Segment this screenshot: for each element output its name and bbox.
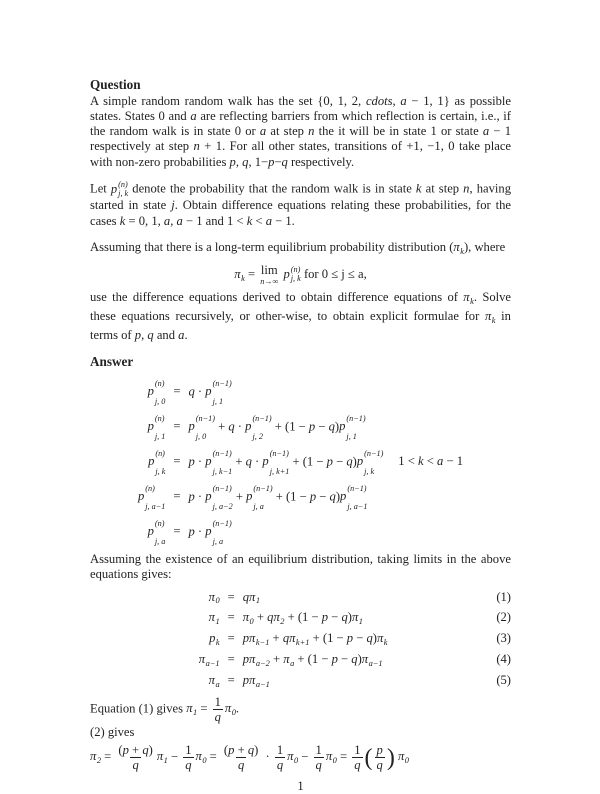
equation-lhs: $\pi_{a-1}$ [198, 651, 220, 668]
page-number: 1 [297, 779, 304, 794]
equation-lhs: p (n) j, a [147, 518, 166, 546]
equation-2-intro: (2) gives [90, 724, 135, 739]
equation-rhs: q · p (n−1) j, 1 [188, 378, 232, 406]
equation-lhs: $\pi_a$ [208, 672, 220, 689]
equals-sign: = [173, 419, 181, 434]
limit-equation: $\pi_k$ = lim n→∞ p (n) j, k for 0 ≤ j ≤ a, [234, 263, 367, 286]
answer-heading: Answer [90, 354, 134, 370]
equals-sign: = [227, 672, 235, 687]
spacer [90, 170, 511, 181]
question-paragraph-2: Let p (n) j, k denote the probability that the random walk is in state k at step n, having started in state j. Obtain difference equations relating these probabilities, for the cases k = 0, 1, a, a − 1 and 1 < k < a − 1. [90, 179, 511, 228]
equals-sign: = [173, 454, 181, 469]
equation-number: (5) [496, 672, 511, 687]
equation-lhs: p (n) j, 1 [147, 413, 166, 441]
spacer [90, 343, 511, 354]
equation-number: (2) [496, 610, 511, 625]
equals-sign: = [173, 384, 181, 399]
equals-sign: = [227, 651, 235, 666]
equation-rhs: p · p (n−1) j, k−1 + q · p (n−1) j, k+1 + (1 − p − q)p (n−1) j, k [188, 448, 384, 476]
difference-equations-block [138, 375, 463, 550]
equals-sign: = [227, 589, 235, 604]
equation-rhs: p · p (n−1) j, a [188, 518, 232, 546]
equals-sign: = [173, 489, 181, 504]
equation-number: (1) [496, 589, 511, 604]
equation-rhs: p (n−1) j, 0 + q · p (n−1) j, 2 + (1 − p − q)p (n−1) j, 1 [188, 413, 366, 441]
equation-lhs: $\pi_1$ [208, 610, 220, 627]
equals-sign: = [173, 524, 181, 539]
equation-lhs: $p_k$ [209, 631, 220, 647]
equation-rhs: $\pi_0 + q\pi_2 + (1 - p - q)\pi_1$ [242, 610, 363, 627]
equation-lhs: $\pi_0$ [208, 589, 220, 606]
question-paragraph-1: A simple random random walk has the set {0, 1, 2, cdots, a − 1, 1} as possible states. States 0 and a are reflecting barriers from which reflection is certain, i.e., if the random walk is in state 0 or a at step n the it will be in state 1 or state a − 1 respectively at step n + 1. For all other states, transitions of +1, −1, 0 take place with non-zero probabilities p, q, 1−p−q respectively. [90, 93, 511, 169]
equation-number: (4) [496, 651, 511, 666]
equals-sign: = [227, 610, 235, 625]
equation-lhs: p (n) j, k [148, 448, 166, 476]
typeset-page [90, 77, 511, 794]
question-paragraph-3: Assuming that there is a long-term equilibrium probability distribution $(\pi_k)$, where [90, 239, 506, 256]
equation-lhs: p (n) j, a−1 [137, 483, 166, 511]
pi2-equation: $\pi_2$ = $\frac{(p + q)}{q}$ $\pi_1$ − $\frac{1}{q}$ $\pi_0$ = $\frac{(p + q)}{q}$ · $\frac{1}{q}$ $\pi_0$ − $\frac{1}{q}$ $\pi_0$ = $\frac{1}{q}$ ( $\frac{p}{q}$ ) $\pi_0$ [90, 743, 409, 773]
equation-rhs: p · p (n−1) j, a−2 + p (n−1) j, a + (1 − p − q)p (n−1) j, a−1 [188, 483, 368, 511]
question-paragraph-4: use the difference equations derived to obtain difference equations of $\pi_k$. Solve these equations recursively, or other-wise, to obtain explicit formulae for $\pi_k$ in terms of p, q and a. [90, 289, 512, 343]
equation-rhs: $q\pi_1$ [242, 589, 261, 606]
equation-rhs: $p\pi_{k-1} + q\pi_{k+1} + (1 - p - q)\pi_k$ [242, 631, 388, 647]
equals-sign: = [227, 631, 235, 646]
equation-lhs: p (n) j, 0 [147, 378, 166, 406]
equation-rhs: $p\pi_{a-2} + \pi_a + (1 - p - q)\pi_{a-1}$ [242, 651, 383, 668]
equation-condition: 1 < k < a − 1 [398, 454, 463, 469]
equation-1-result: Equation (1) gives $\pi_1$ = $\frac{1}{q}$ $\pi_0$. [90, 694, 240, 724]
equilibrium-equations-block [90, 589, 511, 693]
question-heading: Question [90, 77, 141, 92]
mid-paragraph: Assuming the existence of an equilibrium distribution, taking limits in the above equations gives: [90, 551, 511, 582]
equation-rhs: $p\pi_{a-1}$ [242, 672, 270, 689]
equation-number: (3) [496, 631, 511, 646]
spacer [90, 229, 511, 240]
